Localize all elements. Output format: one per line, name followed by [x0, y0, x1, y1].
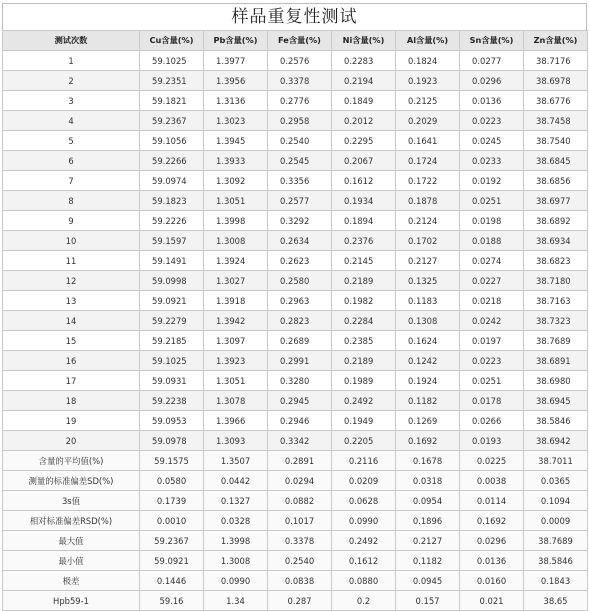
value-cell: 0.0242: [460, 311, 524, 331]
value-cell: 59.0931: [140, 371, 204, 391]
value-cell: 1.3023: [204, 111, 268, 131]
value-cell: 1.3093: [204, 431, 268, 451]
value-cell: 0.1624: [396, 331, 460, 351]
value-cell: 0.0233: [460, 151, 524, 171]
value-cell: 0.1094: [524, 491, 588, 511]
value-cell: 0.1183: [396, 291, 460, 311]
row-label-cell: 9: [3, 211, 140, 231]
value-cell: 38.7540: [524, 131, 588, 151]
value-cell: 0.0251: [460, 371, 524, 391]
value-cell: 0.2492: [332, 391, 396, 411]
row-label-cell: 3s值: [3, 491, 140, 511]
value-cell: 38.6823: [524, 251, 588, 271]
value-cell: 59.0978: [140, 431, 204, 451]
table-row: [3, 91, 588, 111]
value-cell: 0.2540: [268, 131, 332, 151]
value-cell: 0.0990: [204, 571, 268, 591]
value-cell: 0.3378: [268, 71, 332, 91]
value-cell: 0.1934: [332, 191, 396, 211]
stats-row: [3, 451, 588, 471]
row-label-cell: 3: [3, 91, 140, 111]
value-cell: 0.287: [268, 591, 332, 611]
value-cell: 1.3966: [204, 411, 268, 431]
column-header: Ni含量(%): [332, 31, 396, 51]
value-cell: 0.2376: [332, 231, 396, 251]
value-cell: 0.1308: [396, 311, 460, 331]
row-label-cell: 18: [3, 391, 140, 411]
value-cell: 0.0296: [460, 531, 524, 551]
value-cell: 1.3918: [204, 291, 268, 311]
value-cell: 0.1612: [332, 551, 396, 571]
row-label-cell: 测量的标准偏差SD(%): [3, 471, 140, 491]
value-cell: 0.0114: [460, 491, 524, 511]
row-label-cell: 6: [3, 151, 140, 171]
value-cell: 0.2540: [268, 551, 332, 571]
value-cell: 0.1269: [396, 411, 460, 431]
sheet-title: 样品重复性测试: [2, 3, 587, 30]
value-cell: 38.6891: [524, 351, 588, 371]
value-cell: 0.1017: [268, 511, 332, 531]
stats-row: [3, 491, 588, 511]
value-cell: 0.2029: [396, 111, 460, 131]
value-cell: 0.0628: [332, 491, 396, 511]
stats-row: [3, 571, 588, 591]
stats-row: [3, 511, 588, 531]
row-label-cell: 含量的平均值(%): [3, 451, 140, 471]
row-label-cell: 17: [3, 371, 140, 391]
stats-row: [3, 471, 588, 491]
table-row: [3, 151, 588, 171]
value-cell: 1.3008: [204, 551, 268, 571]
value-cell: 38.6845: [524, 151, 588, 171]
value-cell: 0.2116: [332, 451, 396, 471]
value-cell: 59.0974: [140, 171, 204, 191]
value-cell: 0.1641: [396, 131, 460, 151]
value-cell: 0.3280: [268, 371, 332, 391]
value-cell: 1.3097: [204, 331, 268, 351]
value-cell: 38.7011: [524, 451, 588, 471]
value-cell: 0.1849: [332, 91, 396, 111]
value-cell: 0.0009: [524, 511, 588, 531]
value-cell: 0.2283: [332, 51, 396, 71]
value-cell: 0.0227: [460, 271, 524, 291]
row-label-cell: 15: [3, 331, 140, 351]
value-cell: 0.3378: [268, 531, 332, 551]
value-cell: 0.2: [332, 591, 396, 611]
value-cell: 0.1612: [332, 171, 396, 191]
value-cell: 38.7180: [524, 271, 588, 291]
value-cell: 38.6856: [524, 171, 588, 191]
value-cell: 0.2576: [268, 51, 332, 71]
value-cell: 0.2194: [332, 71, 396, 91]
value-cell: 0.1242: [396, 351, 460, 371]
row-label-cell: 14: [3, 311, 140, 331]
value-cell: 0.1702: [396, 231, 460, 251]
value-cell: 38.6978: [524, 71, 588, 91]
value-cell: 38.7176: [524, 51, 588, 71]
value-cell: 0.0580: [140, 471, 204, 491]
value-cell: 59.2266: [140, 151, 204, 171]
value-cell: 0.3292: [268, 211, 332, 231]
value-cell: 0.2577: [268, 191, 332, 211]
table-row: [3, 371, 588, 391]
column-header: Pb含量(%): [204, 31, 268, 51]
value-cell: 0.2891: [268, 451, 332, 471]
column-header: Al含量(%): [396, 31, 460, 51]
value-cell: 0.0010: [140, 511, 204, 531]
row-label-cell: 16: [3, 351, 140, 371]
value-cell: 0.3342: [268, 431, 332, 451]
table-row: [3, 351, 588, 371]
results-sheet: [2, 3, 587, 611]
value-cell: 0.021: [460, 591, 524, 611]
column-header: Cu含量(%): [140, 31, 204, 51]
value-cell: 59.1025: [140, 51, 204, 71]
value-cell: 59.2185: [140, 331, 204, 351]
repeatability-table: [2, 30, 588, 611]
value-cell: 0.0945: [396, 571, 460, 591]
value-cell: 0.0274: [460, 251, 524, 271]
value-cell: 0.0218: [460, 291, 524, 311]
value-cell: 0.1692: [460, 511, 524, 531]
row-label-cell: 20: [3, 431, 140, 451]
value-cell: 0.2492: [332, 531, 396, 551]
value-cell: 0.1182: [396, 391, 460, 411]
value-cell: 59.16: [140, 591, 204, 611]
value-cell: 0.2991: [268, 351, 332, 371]
table-row: [3, 411, 588, 431]
value-cell: 59.2238: [140, 391, 204, 411]
value-cell: 1.3008: [204, 231, 268, 251]
row-label-cell: 5: [3, 131, 140, 151]
value-cell: 59.0998: [140, 271, 204, 291]
column-header: 测试次数: [3, 31, 140, 51]
table-row: [3, 131, 588, 151]
value-cell: 0.1896: [396, 511, 460, 531]
value-cell: 0.2127: [396, 251, 460, 271]
value-cell: 0.0318: [396, 471, 460, 491]
value-cell: 59.1597: [140, 231, 204, 251]
value-cell: 38.6776: [524, 91, 588, 111]
value-cell: 0.2012: [332, 111, 396, 131]
value-cell: 0.2127: [396, 531, 460, 551]
value-cell: 0.0188: [460, 231, 524, 251]
row-label-cell: 12: [3, 271, 140, 291]
value-cell: 0.2295: [332, 131, 396, 151]
value-cell: 0.2189: [332, 271, 396, 291]
value-cell: 0.1878: [396, 191, 460, 211]
value-cell: 38.6980: [524, 371, 588, 391]
value-cell: 38.5846: [524, 551, 588, 571]
column-header: Sn含量(%): [460, 31, 524, 51]
value-cell: 0.1692: [396, 431, 460, 451]
value-cell: 1.3507: [204, 451, 268, 471]
column-header: Fe含量(%): [268, 31, 332, 51]
value-cell: 59.0953: [140, 411, 204, 431]
value-cell: 1.3136: [204, 91, 268, 111]
value-cell: 0.0136: [460, 91, 524, 111]
table-row: [3, 191, 588, 211]
table-body: [3, 51, 588, 611]
value-cell: 38.6942: [524, 431, 588, 451]
value-cell: 0.0251: [460, 191, 524, 211]
stats-row: [3, 591, 588, 611]
value-cell: 1.3092: [204, 171, 268, 191]
row-label-cell: 7: [3, 171, 140, 191]
value-cell: 0.0223: [460, 351, 524, 371]
row-label-cell: 4: [3, 111, 140, 131]
table-row: [3, 71, 588, 91]
row-label-cell: 相对标准偏差RSD(%): [3, 511, 140, 531]
value-cell: 0.2945: [268, 391, 332, 411]
value-cell: 38.6945: [524, 391, 588, 411]
value-cell: 38.6934: [524, 231, 588, 251]
table-row: [3, 291, 588, 311]
value-cell: 1.3942: [204, 311, 268, 331]
table-row: [3, 111, 588, 131]
value-cell: 0.0160: [460, 571, 524, 591]
value-cell: 1.3051: [204, 371, 268, 391]
value-cell: 0.3356: [268, 171, 332, 191]
value-cell: 0.1182: [396, 551, 460, 571]
value-cell: 1.3027: [204, 271, 268, 291]
value-cell: 59.2226: [140, 211, 204, 231]
row-label-cell: 10: [3, 231, 140, 251]
value-cell: 1.34: [204, 591, 268, 611]
table-row: [3, 211, 588, 231]
value-cell: 0.2634: [268, 231, 332, 251]
value-cell: 0.2545: [268, 151, 332, 171]
value-cell: 0.2067: [332, 151, 396, 171]
row-label-cell: Hpb59-1: [3, 591, 140, 611]
value-cell: 0.0365: [524, 471, 588, 491]
stats-row: [3, 551, 588, 571]
table-row: [3, 251, 588, 271]
value-cell: 0.0209: [332, 471, 396, 491]
value-cell: 59.2351: [140, 71, 204, 91]
value-cell: 1.3924: [204, 251, 268, 271]
table-row: [3, 231, 588, 251]
value-cell: 0.2385: [332, 331, 396, 351]
value-cell: 0.0223: [460, 111, 524, 131]
value-cell: 0.0197: [460, 331, 524, 351]
value-cell: 59.2367: [140, 531, 204, 551]
value-cell: 0.1982: [332, 291, 396, 311]
value-cell: 0.0838: [268, 571, 332, 591]
value-cell: 59.1056: [140, 131, 204, 151]
value-cell: 0.2189: [332, 351, 396, 371]
value-cell: 1.3998: [204, 531, 268, 551]
value-cell: 0.0038: [460, 471, 524, 491]
value-cell: 0.2689: [268, 331, 332, 351]
value-cell: 0.0294: [268, 471, 332, 491]
value-cell: 1.3998: [204, 211, 268, 231]
value-cell: 0.1843: [524, 571, 588, 591]
value-cell: 0.2125: [396, 91, 460, 111]
value-cell: 38.7163: [524, 291, 588, 311]
value-cell: 59.1821: [140, 91, 204, 111]
value-cell: 0.2776: [268, 91, 332, 111]
value-cell: 0.0990: [332, 511, 396, 531]
row-label-cell: 13: [3, 291, 140, 311]
table-row: [3, 391, 588, 411]
value-cell: 0.0266: [460, 411, 524, 431]
value-cell: 0.1923: [396, 71, 460, 91]
value-cell: 0.0277: [460, 51, 524, 71]
value-cell: 38.5846: [524, 411, 588, 431]
value-cell: 0.0136: [460, 551, 524, 571]
value-cell: 0.1989: [332, 371, 396, 391]
value-cell: 1.3977: [204, 51, 268, 71]
value-cell: 0.1446: [140, 571, 204, 591]
value-cell: 38.65: [524, 591, 588, 611]
value-cell: 38.7458: [524, 111, 588, 131]
value-cell: 0.1325: [396, 271, 460, 291]
value-cell: 1.3945: [204, 131, 268, 151]
column-header: Zn含量(%): [524, 31, 588, 51]
row-label-cell: 1: [3, 51, 140, 71]
value-cell: 59.1823: [140, 191, 204, 211]
value-cell: 38.6977: [524, 191, 588, 211]
table-row: [3, 431, 588, 451]
value-cell: 0.2946: [268, 411, 332, 431]
row-label-cell: 极差: [3, 571, 140, 591]
value-cell: 0.2623: [268, 251, 332, 271]
value-cell: 0.2823: [268, 311, 332, 331]
row-label-cell: 8: [3, 191, 140, 211]
table-row: [3, 171, 588, 191]
value-cell: 59.2279: [140, 311, 204, 331]
value-cell: 38.6892: [524, 211, 588, 231]
table-row: [3, 271, 588, 291]
value-cell: 59.1491: [140, 251, 204, 271]
value-cell: 0.0880: [332, 571, 396, 591]
value-cell: 1.3078: [204, 391, 268, 411]
value-cell: 0.0178: [460, 391, 524, 411]
value-cell: 0.0882: [268, 491, 332, 511]
value-cell: 59.1575: [140, 451, 204, 471]
value-cell: 0.157: [396, 591, 460, 611]
value-cell: 0.0328: [204, 511, 268, 531]
value-cell: 59.1025: [140, 351, 204, 371]
value-cell: 0.0198: [460, 211, 524, 231]
value-cell: 0.0225: [460, 451, 524, 471]
value-cell: 0.1949: [332, 411, 396, 431]
value-cell: 0.1824: [396, 51, 460, 71]
value-cell: 0.2205: [332, 431, 396, 451]
value-cell: 1.3933: [204, 151, 268, 171]
value-cell: 0.2284: [332, 311, 396, 331]
value-cell: 0.1678: [396, 451, 460, 471]
value-cell: 0.0245: [460, 131, 524, 151]
row-label-cell: 最大值: [3, 531, 140, 551]
table-row: [3, 51, 588, 71]
value-cell: 59.0921: [140, 291, 204, 311]
row-label-cell: 最小值: [3, 551, 140, 571]
value-cell: 0.1327: [204, 491, 268, 511]
value-cell: 1.3956: [204, 71, 268, 91]
value-cell: 0.2958: [268, 111, 332, 131]
value-cell: 59.0921: [140, 551, 204, 571]
row-label-cell: 19: [3, 411, 140, 431]
value-cell: 0.1739: [140, 491, 204, 511]
value-cell: 0.0296: [460, 71, 524, 91]
value-cell: 59.2367: [140, 111, 204, 131]
value-cell: 38.7323: [524, 311, 588, 331]
row-label-cell: 2: [3, 71, 140, 91]
value-cell: 0.1722: [396, 171, 460, 191]
value-cell: 1.3051: [204, 191, 268, 211]
value-cell: 0.2124: [396, 211, 460, 231]
value-cell: 0.1924: [396, 371, 460, 391]
value-cell: 38.7689: [524, 531, 588, 551]
value-cell: 38.7689: [524, 331, 588, 351]
value-cell: 0.2145: [332, 251, 396, 271]
value-cell: 0.0442: [204, 471, 268, 491]
value-cell: 0.0192: [460, 171, 524, 191]
value-cell: 0.2963: [268, 291, 332, 311]
value-cell: 0.1894: [332, 211, 396, 231]
value-cell: 1.3923: [204, 351, 268, 371]
row-label-cell: 11: [3, 251, 140, 271]
table-row: [3, 311, 588, 331]
table-row: [3, 331, 588, 351]
value-cell: 0.1724: [396, 151, 460, 171]
value-cell: 0.2580: [268, 271, 332, 291]
stats-row: [3, 531, 588, 551]
header-row: [3, 31, 588, 51]
value-cell: 0.0193: [460, 431, 524, 451]
value-cell: 0.0954: [396, 491, 460, 511]
